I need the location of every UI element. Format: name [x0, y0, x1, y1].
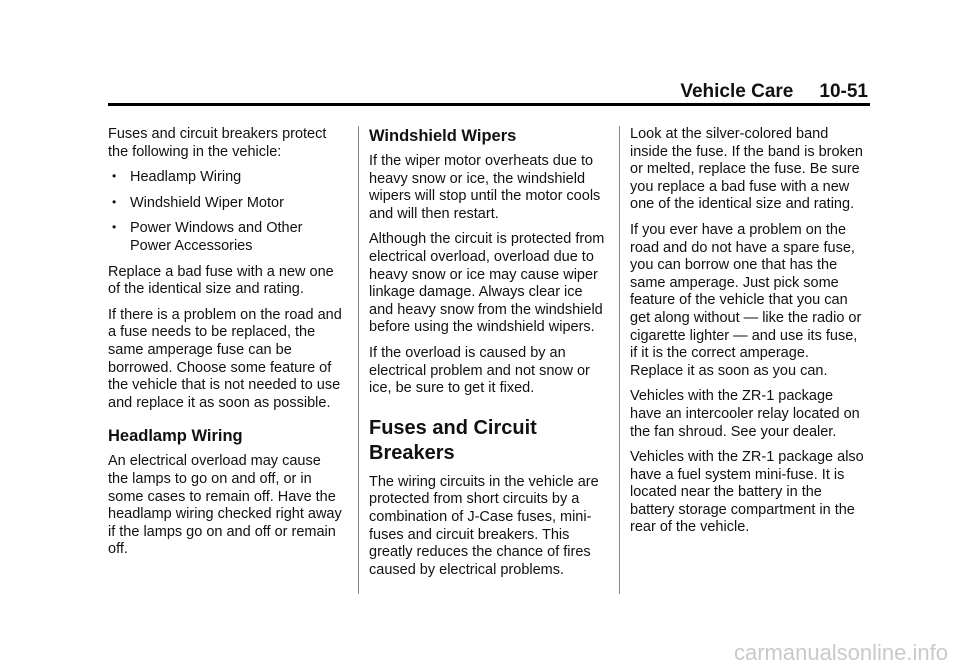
paragraph: The wiring circuits in the vehicle are protected from short circuits by a combination of J-Case fuses, mini-fuses and circuit breakers. This greatly reduces the chance of fires caused by electrical problems. — [369, 473, 599, 578]
paragraph: Look at the silver-colored band inside the fuse. If the band is broken or melted, replace the fuse. Be sure you replace a bad fuse with a new one of the identical size and rating. — [630, 126, 863, 213]
column-2 — [369, 126, 605, 587]
page-number: 10-51 — [819, 81, 868, 102]
intro-paragraph: Fuses and circuit breakers protect the following in the vehicle: — [108, 126, 327, 160]
list-item: • Headlamp Wiring — [108, 169, 344, 187]
paragraph: If there is a problem on the road and a fuse needs to be replaced, the same amperage fuse can be borrowed. Choose some feature of the vehicle that is not needed to use and replace it as soon as possible. — [108, 306, 342, 411]
paragraph: If the wiper motor overheats due to heavy snow or ice, the windshield wipers will stop until the motor cools and will then restart. — [369, 153, 601, 222]
paragraph: An electrical overload may cause the lamps to go on and off, or in some cases to remain off. Have the headlamp wiring checked right away if the lamps go on and off or remain off. — [108, 453, 342, 558]
paragraph: If the overload is caused by an electrical problem and not snow or ice, be sure to get it fixed. — [369, 344, 590, 397]
list-item: • Windshield Wiper Motor — [108, 195, 344, 213]
header-rule — [108, 103, 870, 106]
column-divider — [358, 126, 359, 594]
paragraph: Replace a bad fuse with a new one of the identical size and rating. — [108, 263, 334, 298]
heading-headlamp-wiring: Headlamp Wiring — [108, 427, 243, 446]
column-3 — [630, 126, 866, 545]
paragraph: Although the circuit is protected from electrical overload, overload due to heavy snow or ice may cause wiper linkage damage. Always clear ice and heavy snow from the windshield before using the windshield wipers. — [369, 231, 605, 336]
list-item: • Power Windows and Other Power Accessories — [108, 220, 344, 255]
column-divider — [619, 126, 620, 594]
protected-items-list — [108, 169, 344, 255]
section-title: Vehicle Care — [680, 81, 794, 102]
paragraph: Vehicles with the ZR-1 package have an intercooler relay located on the fan shroud. See your dealer. — [630, 388, 860, 440]
heading-windshield-wipers: Windshield Wipers — [369, 127, 517, 145]
page-header — [108, 80, 868, 104]
heading-fuses-circuit-breakers: Fuses and Circuit Breakers — [369, 416, 537, 464]
column-1 — [108, 126, 344, 567]
paragraph: If you ever have a problem on the road and do not have a spare fuse, you can borrow one that has the same amperage. Just pick some feature of the vehicle that you can get along without — like the radio or cigarette lighter — and use its fuse, if it is the correct amperage. Replace it as soon as you can. — [630, 221, 862, 379]
watermark: carmanualsonline.info — [733, 640, 948, 665]
paragraph: Vehicles with the ZR-1 package also have a fuel system mini-fuse. It is located near the battery in the battery storage compartment in the rear of the vehicle. — [630, 449, 864, 536]
